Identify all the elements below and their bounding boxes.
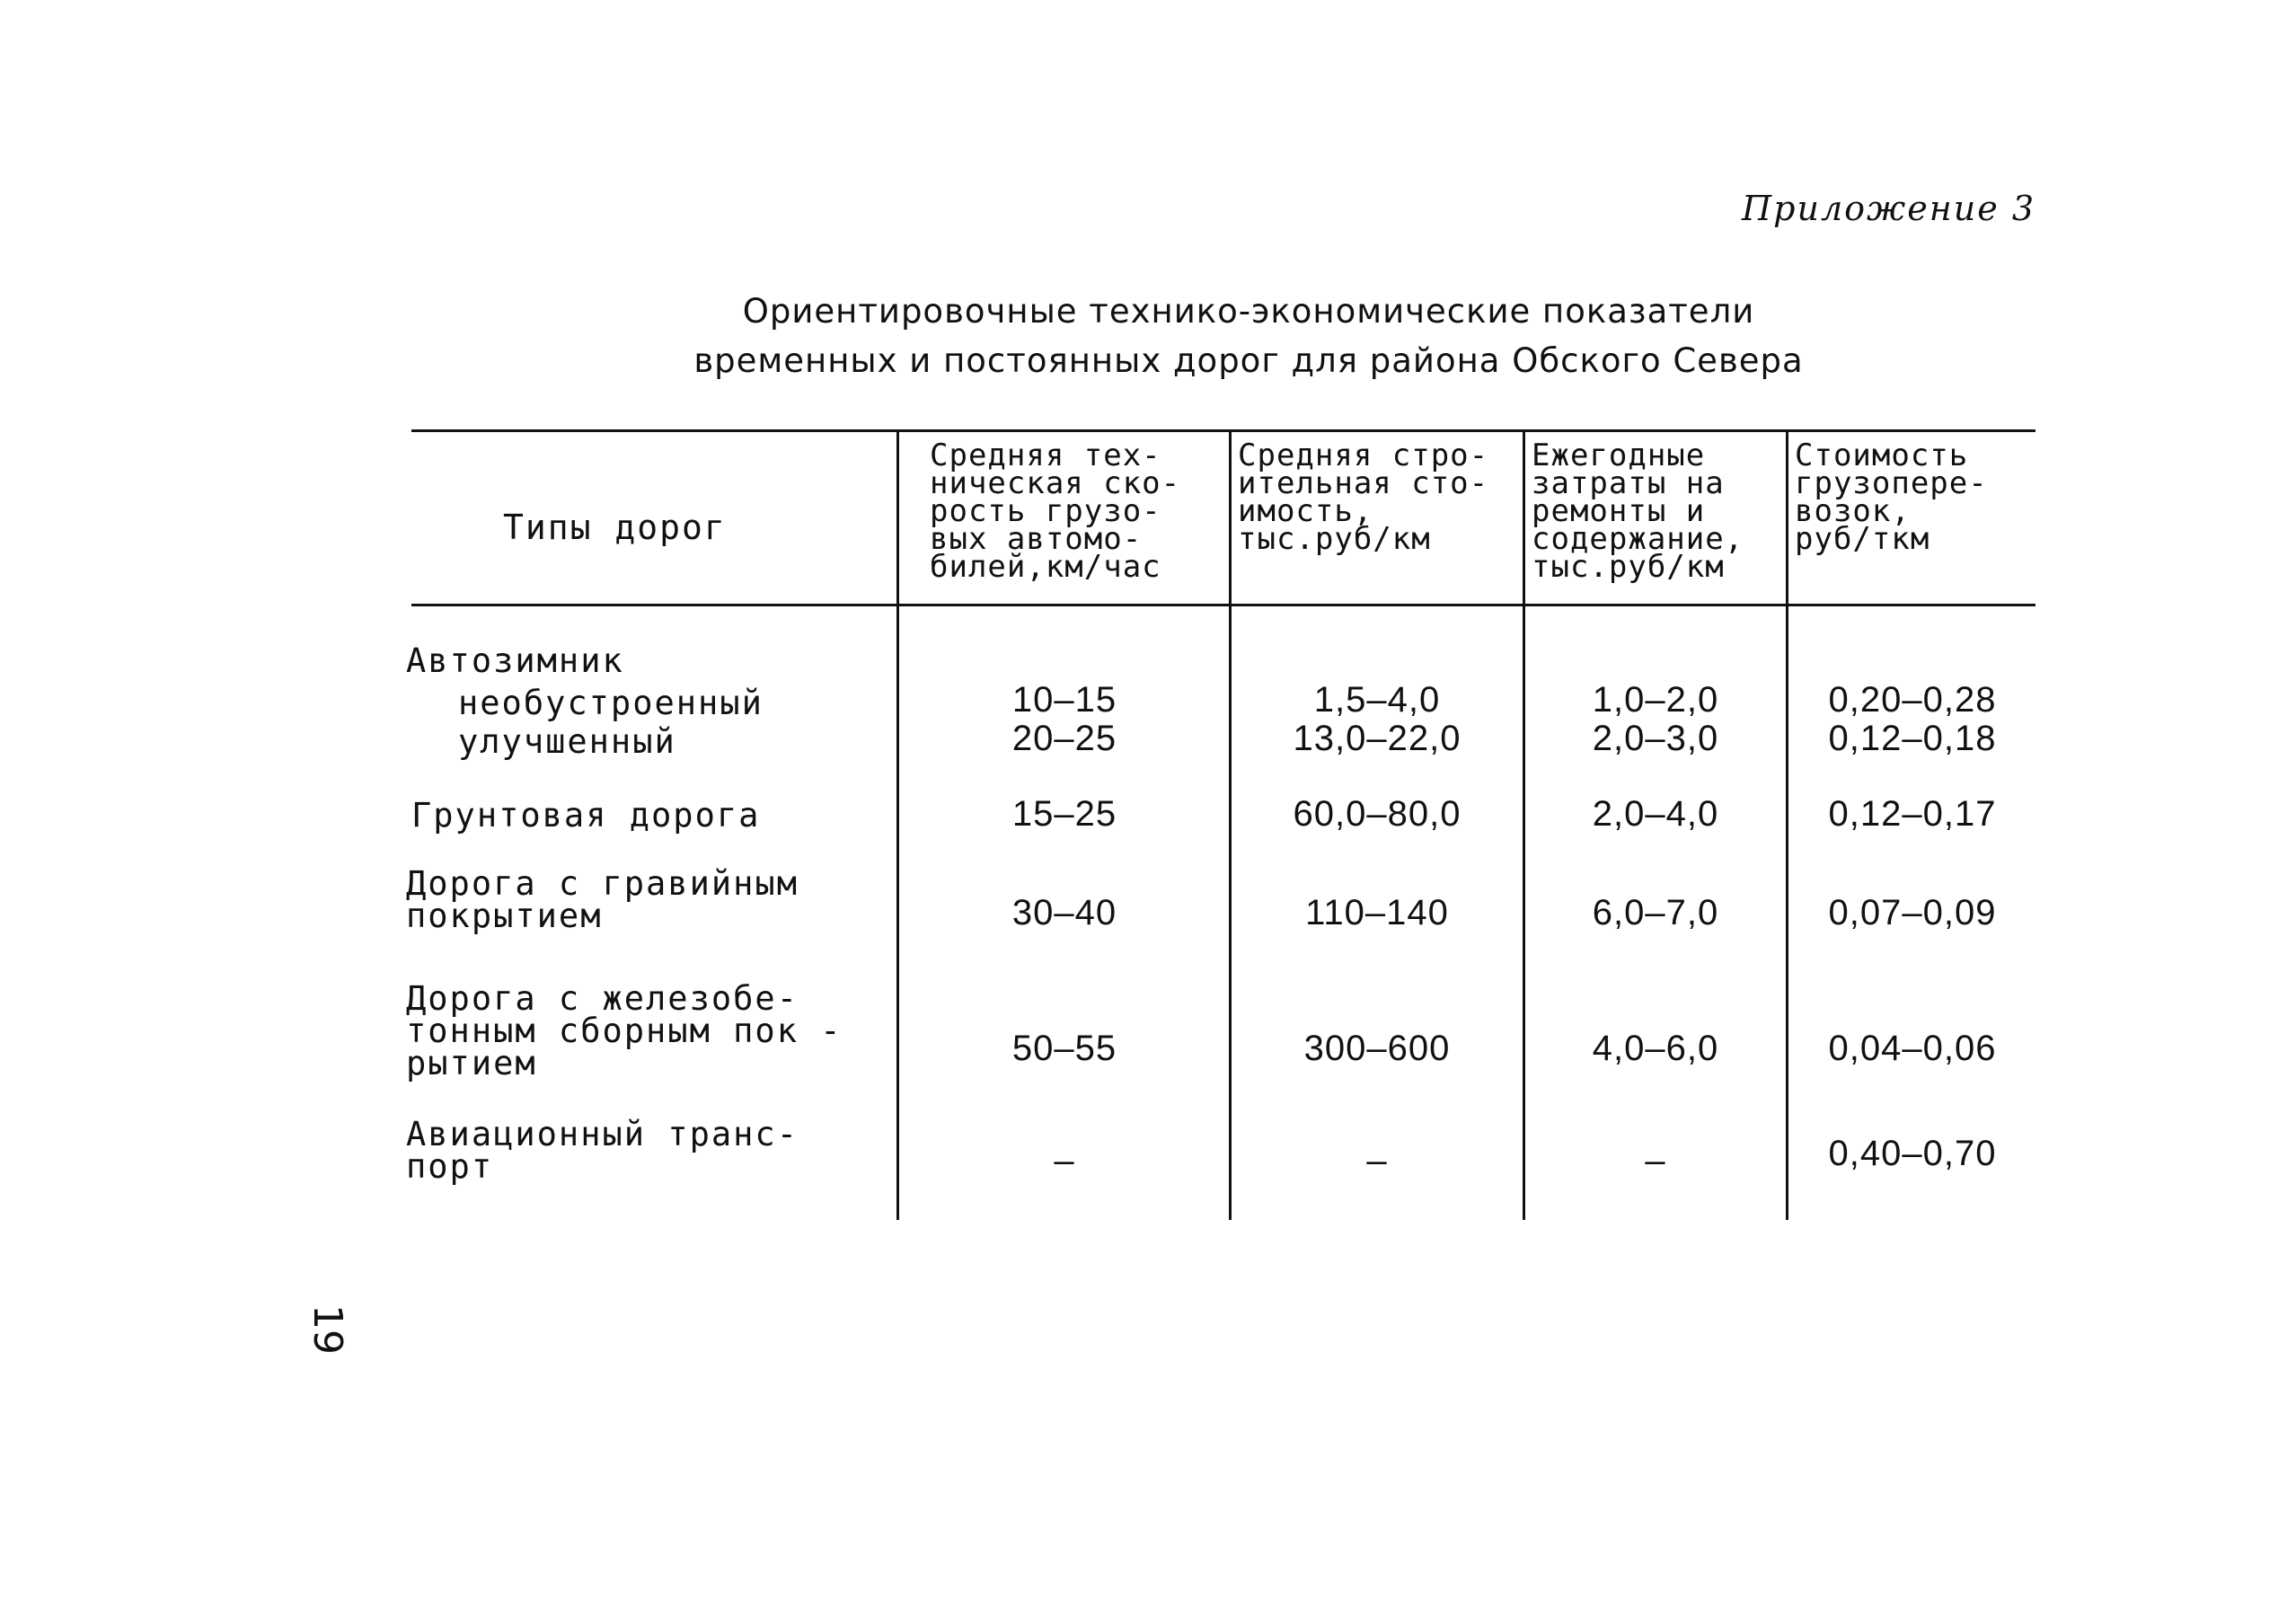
row-group-label: Автозимник: [406, 641, 624, 680]
cell-speed: 30–40: [1011, 893, 1117, 932]
column-header-construction-cost: Средняя стро- ительная сто- имость, тыс.руб/км: [1238, 437, 1489, 557]
row-label: Грунтовая дорога: [411, 796, 761, 835]
cell-annual-repair: 1,0–2,0: [1592, 680, 1719, 720]
row-label: улучшенный: [458, 722, 676, 761]
page-number: 19: [305, 1304, 350, 1355]
cell-speed: 15–25: [1011, 794, 1117, 834]
cell-construction-cost: 110–140: [1305, 893, 1449, 932]
appendix-label: Приложение 3: [1742, 189, 2035, 228]
cell-speed: 50–55: [1011, 1029, 1117, 1068]
cell-freight-cost: 0,12–0,17: [1828, 794, 1997, 834]
column-header-road-type: Типы дорог: [503, 508, 727, 547]
cell-annual-repair: 4,0–6,0: [1592, 1029, 1719, 1068]
cell-freight-cost: 0,04–0,06: [1828, 1029, 1997, 1068]
cell-annual-repair: 2,0–3,0: [1592, 719, 1719, 758]
row-label: Дорога с железобе- тонным сборным пок - рытием: [406, 979, 843, 1082]
table-title-line-1: Ориентировочные технико-экономические показатели: [742, 292, 1755, 331]
column-header-speed: Средняя тех- ническая ско- рость грузо- вых автомо- билей,км/час: [930, 437, 1181, 585]
cell-construction-cost: 13,0–22,0: [1293, 719, 1461, 758]
cell-freight-cost: 0,07–0,09: [1828, 893, 1997, 932]
cell-construction-cost: –: [1366, 1141, 1388, 1180]
cell-annual-repair: –: [1645, 1141, 1666, 1180]
cell-speed: –: [1054, 1141, 1075, 1180]
cell-speed: 10–15: [1011, 680, 1117, 720]
cell-speed: 20–25: [1011, 719, 1117, 758]
cell-freight-cost: 0,40–0,70: [1828, 1134, 1997, 1173]
header-bottom-rule: [411, 604, 2035, 606]
table-top-rule: [411, 429, 2035, 432]
cell-freight-cost: 0,20–0,28: [1828, 680, 1997, 720]
cell-annual-repair: 2,0–4,0: [1592, 794, 1719, 834]
column-header-freight-cost: Стоимость грузопере- возок, руб/ткм: [1795, 437, 1988, 557]
row-label: необустроенный: [458, 684, 764, 722]
cell-construction-cost: 60,0–80,0: [1293, 794, 1461, 834]
cell-construction-cost: 300–600: [1303, 1029, 1451, 1068]
cell-freight-cost: 0,12–0,18: [1828, 719, 1997, 758]
row-label: Авиационный транс- порт: [406, 1115, 799, 1186]
column-header-annual-repair: Ежегодные затраты на ремонты и содержание, тыс.руб/км: [1532, 437, 1744, 585]
row-label: Дорога с гравийным покрытием: [406, 864, 799, 935]
cell-annual-repair: 6,0–7,0: [1592, 893, 1719, 932]
cell-construction-cost: 1,5–4,0: [1313, 680, 1441, 720]
table-title-line-2: временных и постоянных дорог для района Обского Севера: [693, 341, 1804, 380]
